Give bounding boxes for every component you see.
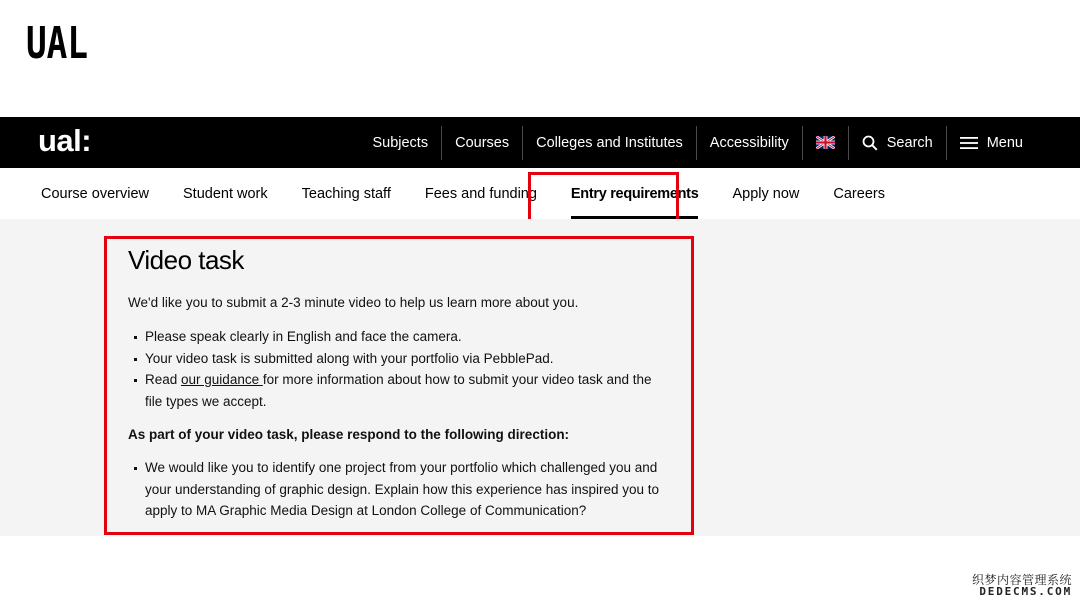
language-selector[interactable]: [802, 126, 848, 160]
watermark: [972, 574, 1072, 598]
menu-button[interactable]: [946, 126, 1036, 160]
nav-colleges-and-institutes[interactable]: Colleges and Institutes: [522, 126, 696, 160]
tab-careers[interactable]: Careers: [833, 185, 885, 202]
tab-fees-and-funding[interactable]: Fees and funding: [424, 185, 537, 202]
nav-subjects[interactable]: Subjects: [372, 134, 429, 151]
slide-logo: UAL: [26, 18, 88, 69]
section-title: Video task: [128, 245, 244, 275]
main-navigation: [0, 117, 1080, 168]
video-requirements-list: [128, 326, 671, 412]
menu-label: Menu: [986, 134, 1023, 151]
nav-courses[interactable]: Courses: [441, 126, 522, 160]
uk-flag-icon: [816, 136, 835, 149]
search-icon: [862, 135, 878, 151]
hamburger-menu-icon: [960, 136, 978, 150]
tab-entry-requirements-label: Entry requirements: [570, 185, 699, 202]
watermark-line-1: 织梦内容管理系统: [971, 572, 1072, 587]
tab-apply-now[interactable]: Apply now: [732, 185, 800, 202]
nav-accessibility[interactable]: Accessibility: [696, 126, 802, 160]
tab-entry-requirements[interactable]: [554, 168, 716, 219]
list-item: Your video task is submitted along with your portfolio via PebblePad.: [128, 348, 671, 370]
watermark-line-2: DEDECMS.COM: [979, 585, 1072, 599]
search-label: Search: [886, 134, 933, 151]
list-item: [128, 369, 671, 412]
direction-heading: As part of your video task, please respond to the following direction:: [128, 427, 570, 442]
ual-brand-logo[interactable]: ual:: [38, 123, 92, 158]
tab-student-work[interactable]: Student work: [183, 185, 268, 202]
video-task-section: [104, 236, 694, 535]
list-item: We would like you to identify one project from your portfolio which challenged you and your understanding of graphic design. Explain how this experience has inspired you to apply to MA Graphic Media Design at London College of Communication?: [128, 457, 671, 522]
our-guidance-link[interactable]: our guidance: [181, 372, 263, 387]
main-nav-items: [359, 117, 1036, 168]
intro-text: We'd like you to submit a 2-3 minute video to help us learn more about you.: [128, 295, 579, 310]
tab-teaching-staff[interactable]: Teaching staff: [301, 185, 391, 202]
list-item: Please speak clearly in English and face the camera.: [128, 326, 671, 348]
direction-list: [128, 457, 671, 522]
course-section-navigation: [0, 168, 1080, 219]
search-button[interactable]: [848, 126, 946, 160]
guidance-prefix: Read: [145, 372, 182, 387]
tab-course-overview[interactable]: Course overview: [41, 185, 149, 202]
course-section-tabs: [24, 168, 902, 219]
guidance-suffix: for more information about how to submit your video task and the file types we accept.: [145, 372, 652, 409]
